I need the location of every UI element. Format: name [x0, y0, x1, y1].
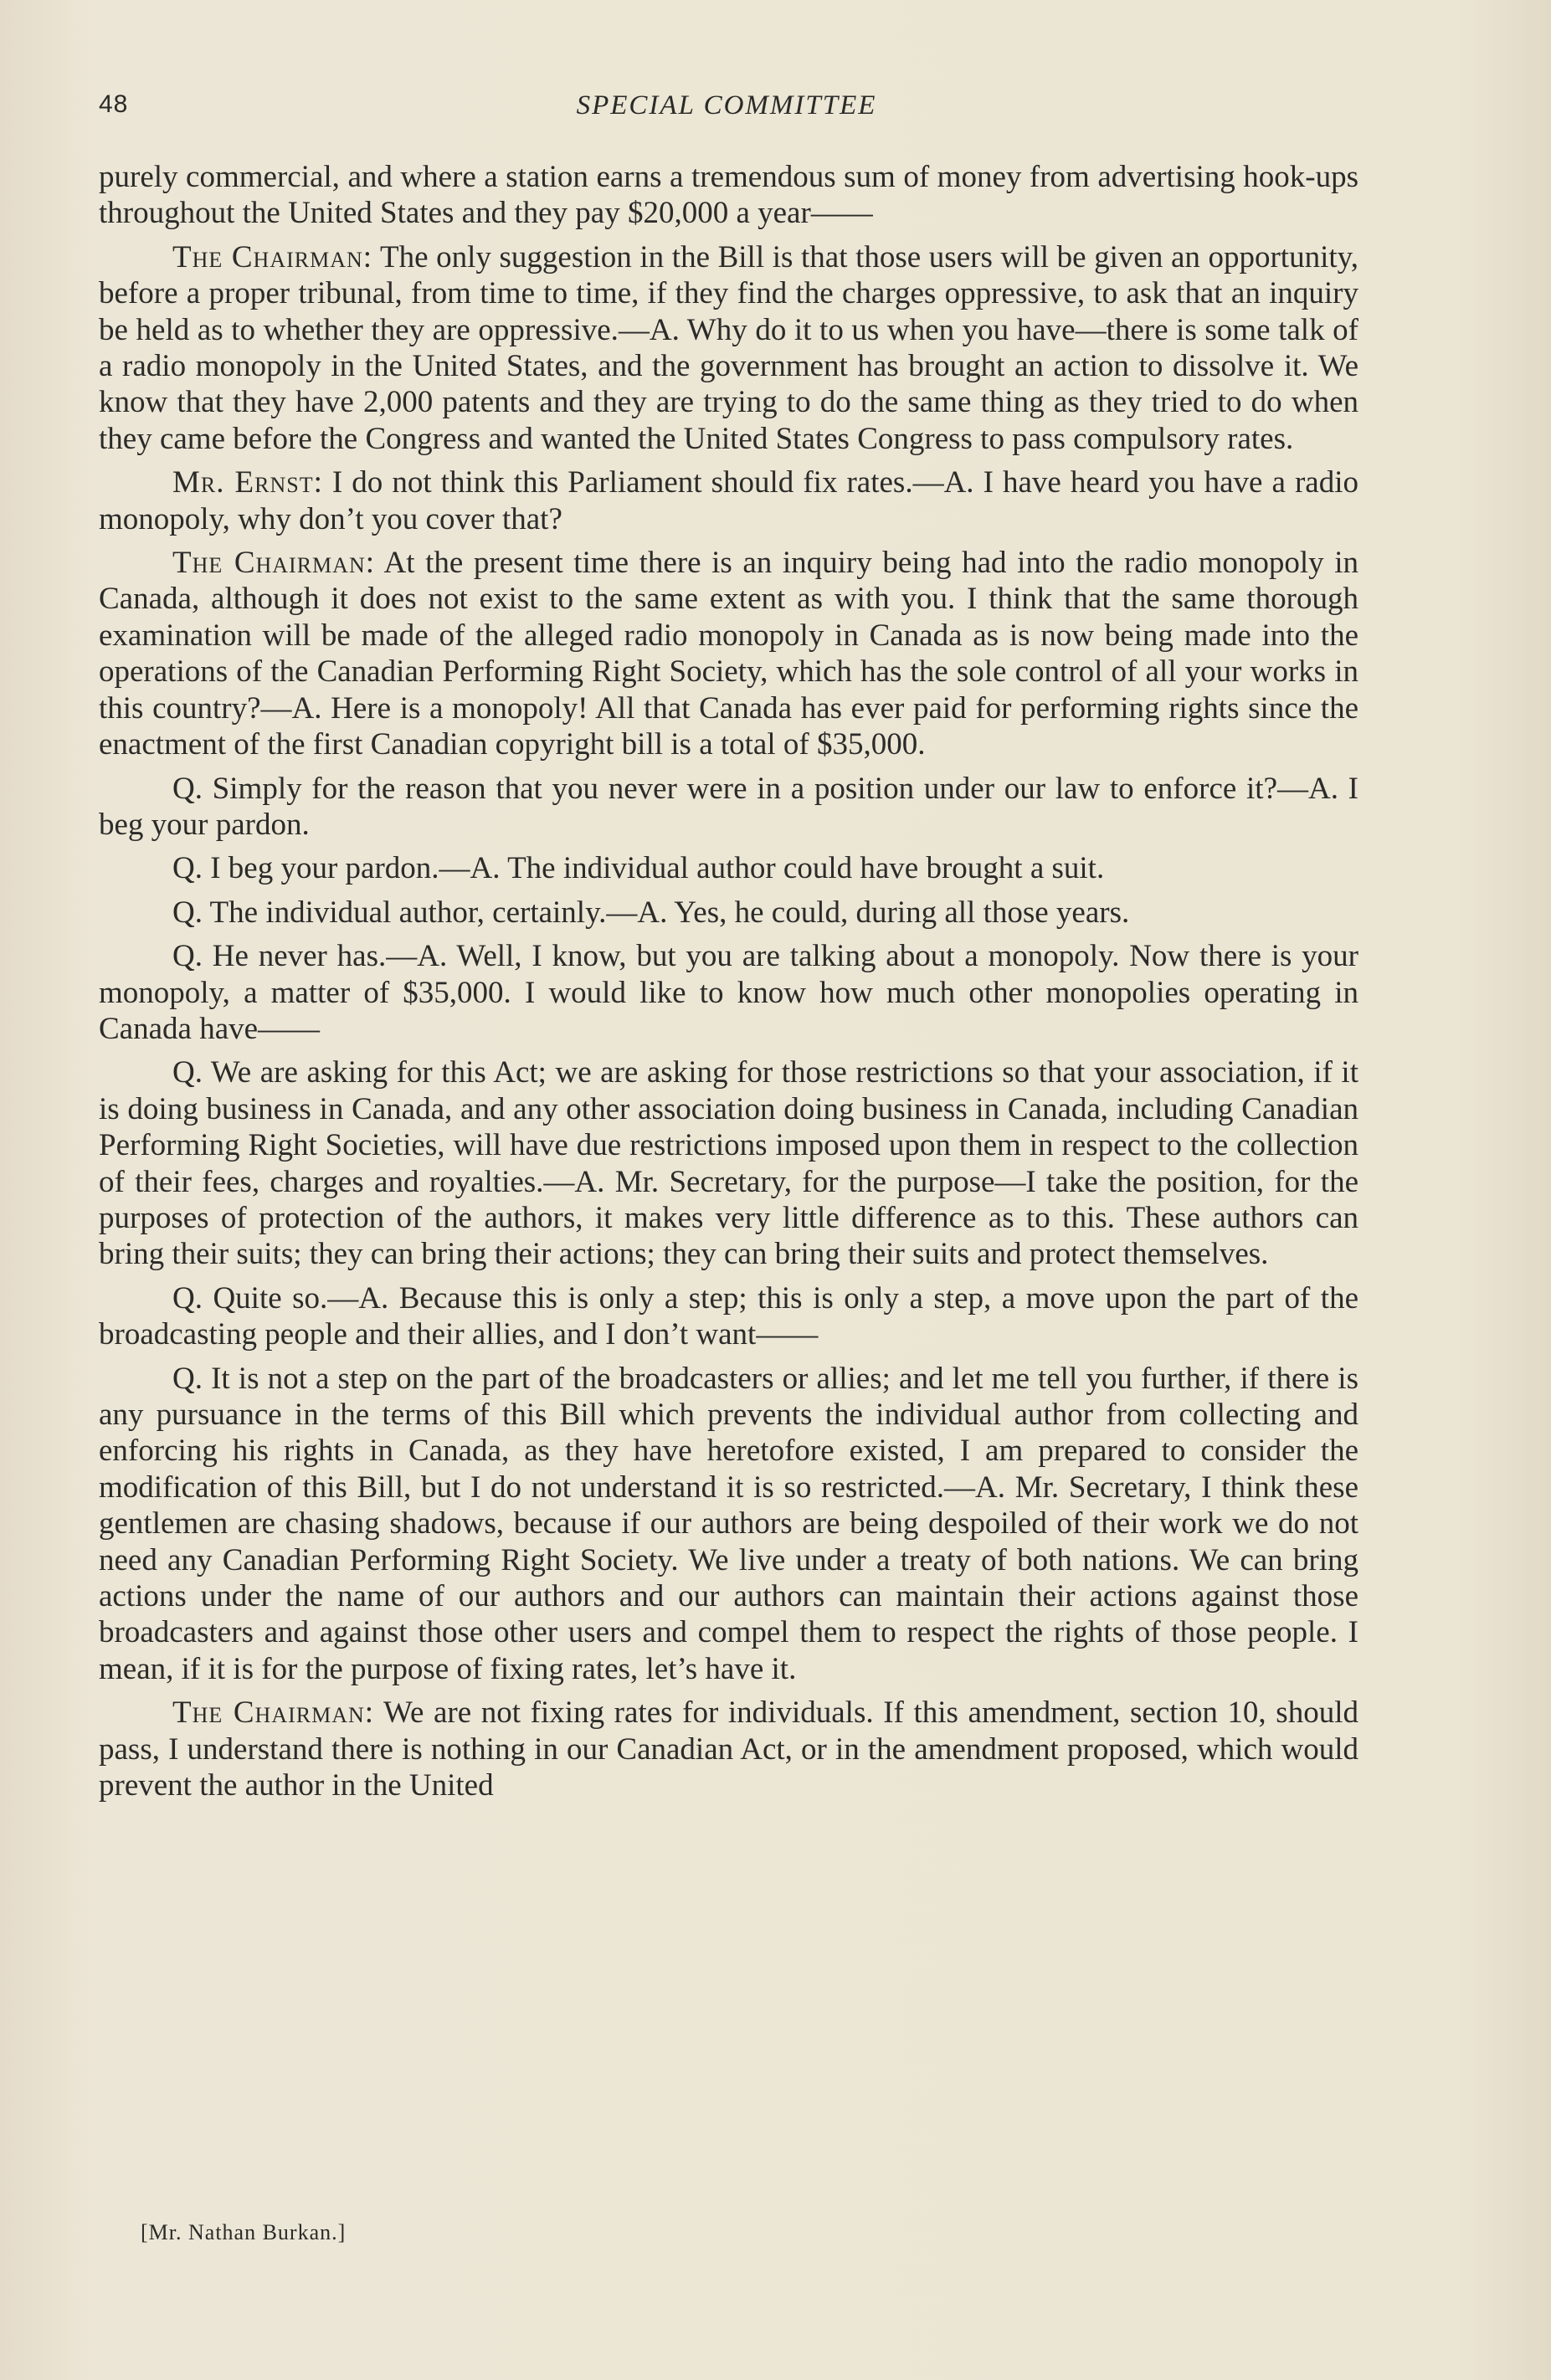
paragraph-chairman-2 — [99, 545, 1358, 762]
paragraph-question — [99, 895, 1358, 931]
paragraph-text: The only suggestion in the Bill is that those users will be given an opportunity, before a proper tribunal, from time to time, if they find the charges oppressive, to ask that an inquiry be held as to whether they are oppressive.—A. Why do it to us when you have—there is some talk of a radio monopoly in the United States, and the government has brought an action to dissolve it. We know that they have 2,000 patents and they are trying to do the same thing as they tried to do when they came before the Congress and wanted the United States Congress to pass compulsory rates. — [99, 239, 1358, 456]
paragraph-question — [99, 938, 1358, 1047]
speaker-footnote: [Mr. Nathan Burkan.] — [141, 2220, 347, 2244]
paragraph-question — [99, 1054, 1358, 1272]
paragraph-text: At the present time there is an inquiry being had into the radio monopoly in Canada, although it does not exist to the same extent as with you. I think that the same thorough examination will be made of the alleged radio monopoly in Canada as is now being made into the operations of the Canadian Performing Right Society, which has the sole control of all your works in this country?—A. Here is a monopoly! All that Canada has ever paid for performing rights since the enactment of the first Canadian copyright bill is a total of $35,000. — [99, 546, 1358, 762]
running-title: SPECIAL COMMITTEE — [576, 90, 877, 121]
body-text — [99, 159, 1358, 1811]
paragraph-text: Q. I beg your pardon.—A. The individual author could have brought a suit. — [172, 851, 1105, 886]
paragraph-text: We are not fixing rates for individuals. If this amendment, section 10, should pass, I understand there is nothing in our Canadian Act, or in the amendment proposed, which would prevent the author in the United — [99, 1695, 1358, 1803]
paragraph-chairman-3 — [99, 1695, 1358, 1803]
paragraph-text: Q. Quite so.—A. Because this is only a step; this is only a step, a move upon the part of the broadcasting people and their allies, and I don’t want—— — [99, 1280, 1358, 1352]
speaker-label: The Chairman: — [172, 239, 373, 274]
speaker-label: The Chairman: — [172, 1695, 375, 1731]
paragraph-chairman-1 — [99, 239, 1358, 457]
paragraph-text: purely commercial, and where a station earns a tremendous sum of money from advertising hook-ups throughout the United States and they pay $20,000 a year—— — [99, 160, 1358, 231]
paragraph-text: Q. It is not a step on the part of the broadcasters or allies; and let me tell you further, if there is any pursuance in the terms of this Bill which prevents the individual author from collecting and enforcing his rights in Canada, as they have heretofore existed, I am prepared to consider the modification of this Bill, but I do not understand it is so restricted.—A. Mr. Secretary, I think these gentlemen are chasing shadows, because if our authors are being despoiled of their work we do not need any Canadian Performing Right Society. We live under a treaty of both nations. We can bring actions under the name of our authors and our authors can maintain their actions against those broadcasters and against those other users and compel them to respect the rights of those people. I mean, if it is for the purpose of fixing rates, let’s have it. — [99, 1361, 1358, 1686]
paragraph-ernst — [99, 464, 1358, 537]
paragraph-continuation — [99, 159, 1358, 232]
page-header — [99, 90, 1354, 131]
paragraph-text: Q. We are asking for this Act; we are asking for those restrictions so that your association, if it is doing business in Canada, and any other association doing business in Canada, including Canadian Performing Right Societies, will have due restrictions imposed upon them in respect to the collection of their fees, charges and royalties.—A. Mr. Secretary, for the purpose—I take the position, for the purposes of protection of the authors, it makes very little difference as to this. These authors can bring their suits; they can bring their actions; they can bring their suits and protect themselves. — [99, 1055, 1358, 1272]
paragraph-text: Q. The individual author, certainly.—A. Yes, he could, during all those years. — [172, 895, 1130, 930]
paragraph-text: Q. Simply for the reason that you never were in a position under our law to enforce it?—A. I beg your pardon. — [99, 771, 1358, 842]
page-number: 48 — [99, 90, 129, 118]
paragraph-question — [99, 850, 1358, 886]
paragraph-question — [99, 771, 1358, 844]
speaker-label: The Chairman: — [172, 546, 376, 581]
paragraph-text: Q. He never has.—A. Well, I know, but you are talking about a monopoly. Now there is your monopoly, a matter of $35,000. I would like to know how much other monopolies operating in Canada have—— — [99, 939, 1358, 1046]
paragraph-question — [99, 1280, 1358, 1353]
paragraph-text: I do not think this Parliament should fix rates.—A. I have heard you have a radio monopoly, why don’t you cover that? — [99, 465, 1358, 536]
speaker-label: Mr. Ernst: — [172, 465, 323, 500]
paragraph-question — [99, 1361, 1358, 1688]
